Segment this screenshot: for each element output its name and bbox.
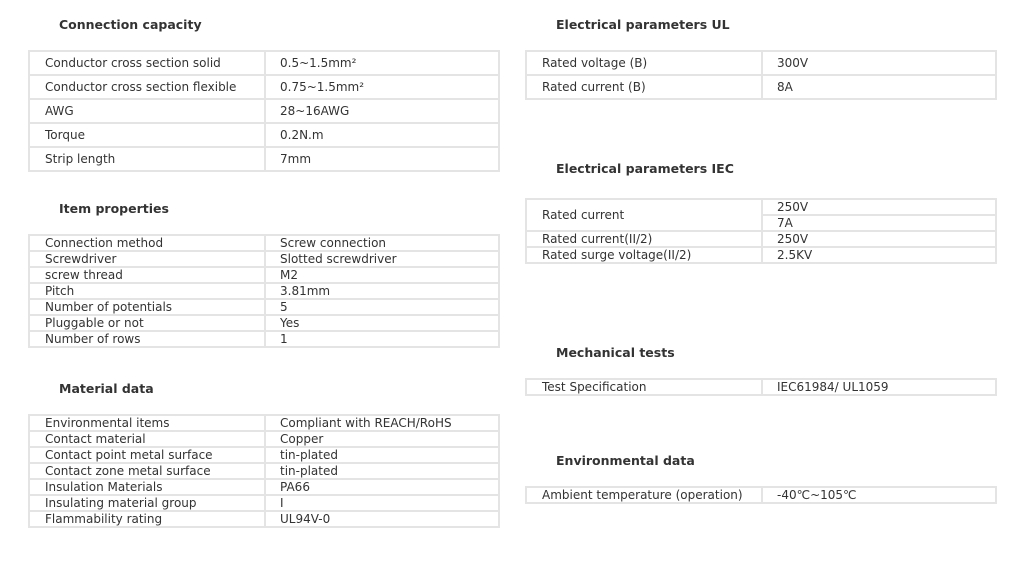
electrical-ul-table	[525, 50, 997, 100]
row-value: UL94V-0	[265, 511, 499, 527]
row-label: Connection method	[29, 235, 265, 251]
row-value: Slotted screwdriver	[265, 251, 499, 267]
table-row	[29, 147, 499, 171]
row-label: Conductor cross section flexible	[29, 75, 265, 99]
row-label: Number of potentials	[29, 299, 265, 315]
environmental-data-title: Environmental data	[556, 453, 695, 468]
table-row	[29, 299, 499, 315]
table-row	[29, 415, 499, 431]
table-row	[29, 331, 499, 347]
row-value: 0.5~1.5mm²	[265, 51, 499, 75]
row-label: Conductor cross section solid	[29, 51, 265, 75]
row-value: 7mm	[265, 147, 499, 171]
row-label: Contact point metal surface	[29, 447, 265, 463]
row-value: Yes	[265, 315, 499, 331]
table-row	[29, 315, 499, 331]
table-row	[526, 51, 996, 75]
row-label: Test Specification	[526, 379, 762, 395]
row-value: 2.5KV	[762, 247, 996, 263]
row-label: AWG	[29, 99, 265, 123]
row-value: 7A	[762, 215, 996, 231]
material-data-table	[28, 414, 500, 528]
row-value: M2	[265, 267, 499, 283]
row-label: Screwdriver	[29, 251, 265, 267]
material-data-title: Material data	[59, 381, 154, 396]
row-value: 5	[265, 299, 499, 315]
row-value: 300V	[762, 51, 996, 75]
item-properties-table	[28, 234, 500, 348]
table-row	[526, 75, 996, 99]
row-value: tin-plated	[265, 463, 499, 479]
row-value: Ⅰ	[265, 495, 499, 511]
table-row	[29, 99, 499, 123]
table-row	[29, 495, 499, 511]
row-value: PA66	[265, 479, 499, 495]
electrical-iec-title: Electrical parameters IEC	[556, 161, 734, 176]
row-label: Insulating material group	[29, 495, 265, 511]
table-row	[29, 283, 499, 299]
row-label: Strip length	[29, 147, 265, 171]
row-label: Torque	[29, 123, 265, 147]
row-value: Screw connection	[265, 235, 499, 251]
row-label: Pluggable or not	[29, 315, 265, 331]
row-label: Rated current	[526, 199, 762, 231]
row-value: 1	[265, 331, 499, 347]
row-value: IEC61984/ UL1059	[762, 379, 996, 395]
table-row	[29, 123, 499, 147]
table-row	[526, 487, 996, 503]
electrical-ul-title: Electrical parameters UL	[556, 17, 730, 32]
row-value: 0.2N.m	[265, 123, 499, 147]
table-row	[29, 511, 499, 527]
table-row	[29, 431, 499, 447]
row-value: 3.81mm	[265, 283, 499, 299]
table-row	[29, 51, 499, 75]
connection-capacity-title: Connection capacity	[59, 17, 202, 32]
table-row	[29, 447, 499, 463]
row-value: 250V	[762, 199, 996, 215]
row-label: Rated surge voltage(II/2)	[526, 247, 762, 263]
row-label: Number of rows	[29, 331, 265, 347]
row-label: screw thread	[29, 267, 265, 283]
table-row	[29, 479, 499, 495]
table-row	[29, 235, 499, 251]
row-label: Rated voltage (B)	[526, 51, 762, 75]
row-value: Copper	[265, 431, 499, 447]
row-value: -40℃~105℃	[762, 487, 996, 503]
row-value: 250V	[762, 231, 996, 247]
table-row	[29, 463, 499, 479]
row-value: 28~16AWG	[265, 99, 499, 123]
row-label: Environmental items	[29, 415, 265, 431]
table-row	[526, 199, 996, 215]
row-label: Rated current (B)	[526, 75, 762, 99]
row-label: Pitch	[29, 283, 265, 299]
item-properties-title: Item properties	[59, 201, 169, 216]
electrical-iec-table	[525, 198, 997, 264]
table-row	[29, 75, 499, 99]
row-value: tin-plated	[265, 447, 499, 463]
row-label: Flammability rating	[29, 511, 265, 527]
row-label: Insulation Materials	[29, 479, 265, 495]
row-label: Contact zone metal surface	[29, 463, 265, 479]
mechanical-tests-table	[525, 378, 997, 396]
table-row	[29, 251, 499, 267]
row-label: Contact material	[29, 431, 265, 447]
table-row	[526, 379, 996, 395]
row-value: Compliant with REACH/RoHS	[265, 415, 499, 431]
table-row	[29, 267, 499, 283]
mechanical-tests-title: Mechanical tests	[556, 345, 675, 360]
table-row	[526, 231, 996, 247]
row-label: Rated current(II/2)	[526, 231, 762, 247]
table-row	[526, 247, 996, 263]
connection-capacity-table	[28, 50, 500, 172]
environmental-data-table	[525, 486, 997, 504]
row-value: 0.75~1.5mm²	[265, 75, 499, 99]
row-value: 8A	[762, 75, 996, 99]
row-label: Ambient temperature (operation)	[526, 487, 762, 503]
